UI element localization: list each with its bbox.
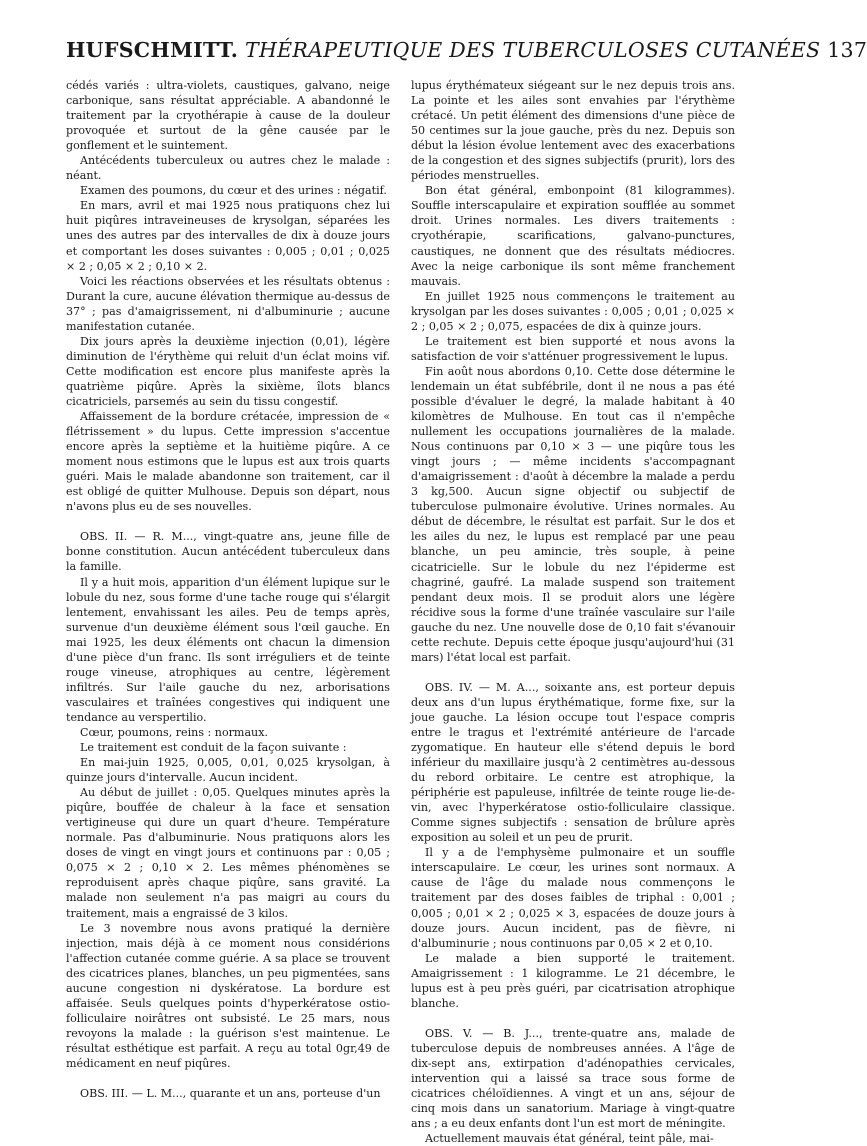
paragraph: OBS. III. — L. M..., quarante et un ans, porteuse d'un <box>80 1087 381 1101</box>
paragraph: En juillet 1925 nous commençons le traitement au krysolgan par les doses suivantes : 0,005 ; 0,01 ; 0,025 × 2 ; 0,05 × 2 ; 0,075, espacées de dix à quinze jours. <box>411 289 735 333</box>
page-number: 137 <box>827 38 867 62</box>
left-column <box>66 78 390 1101</box>
paragraph: lupus érythémateux siégeant sur le nez depuis trois ans. La pointe et les ailes sont envahies par l'érythème crétacé. Un petit élément des dimensions d'une pièce de 50 centimes sur la joue gauche, près du nez. Depuis son début la lésion évolue lentement avec des exacerbations de la congestion et des signes subjectifs (prurit), lors des périodes menstruelles. <box>411 79 735 183</box>
paragraph: Le 3 novembre nous avons pratiqué la dernière injection, mais déjà à ce moment nous considérions l'affection cutanée comme guérie. A sa place se trouvent des cicatrices planes, blanches, un peu pigmentées, sans aucune congestion ni dyskératose. La bordure est affaisée. Seuls quelques points d'hyperkératose ostio-folliculaire noirâtres ont subsisté. Le 25 mars, nous revoyons la malade : la guérison s'est maintenue. Le résultat esthétique est parfait. A reçu au total 0gr,49 de médicament en neuf piqûres. <box>66 921 390 1070</box>
header-author: HUFSCHMITT. <box>66 38 239 62</box>
header-title: THÉRAPEUTIQUE DES TUBERCULOSES CUTANÉES <box>244 38 821 62</box>
paragraph: Le traitement est bien supporté et nous avons la satisfaction de voir s'atténuer progressivement le lupus. <box>411 334 735 363</box>
paragraph: En mars, avril et mai 1925 nous pratiquons chez lui huit piqûres intraveineuses de krysolgan, séparées les unes des autres par des intervalles de dix à douze jours et comportant les doses suivantes : 0,005 ; 0,01 ; 0,025 × 2 ; 0,05 × 2 ; 0,10 × 2. <box>66 199 390 273</box>
paragraph: Le traitement est conduit de la façon suivante : <box>80 741 347 755</box>
paragraph: Antécédents tuberculeux ou autres chez le malade : néant. <box>66 154 390 183</box>
paragraph: Affaissement de la bordure crétacée, impression de « flétrissement » du lupus. Cette impression s'accentue encore après la septième et la huitième piqûre. A ce moment nous estimons que le lupus est aux trois quarts guéri. Mais le malade abandonne son traitement, car il est obligé de quitter Mulhouse. Depuis son départ, nous n'avons plus eu de ses nouvelles. <box>66 410 390 514</box>
paragraph: OBS. II. — R. M..., vingt-quatre ans, jeune fille de bonne constitution. Aucun antécédent tuberculeux dans la famille. <box>66 530 390 574</box>
paragraph: Il y a huit mois, apparition d'un élément lupique sur le lobule du nez, sous forme d'une tache rouge qui s'élargit lentement, envahissant les ailes. Peu de temps après, survenue d'un deuxième élément sous l'œil gauche. En mai 1925, les deux éléments ont chacun la dimension d'une pièce d'un franc. Ils sont irréguliers et de teinte rouge vineuse, atrophiques au centre, légèrement infiltrés. Sur l'aile gauche du nez, arborisations vasculaires et traînées congestives qui indiquent une tendance au verspertilio. <box>66 575 390 724</box>
paragraph: Dix jours après la deuxième injection (0,01), légère diminution de l'érythème qui reluit d'un éclat moins vif. Cette modification est encore plus manifeste après la quatrième piqûre. Après la sixième, îlots blancs cicatriciels, parsemés au sein du tissu congestif. <box>66 334 390 408</box>
paragraph: Fin août nous abordons 0,10. Cette dose détermine le lendemain un état subfébrile, dont il ne nous a pas été possible d'évaluer le degré, la malade habitant à 40 kilomètres de Mulhouse. En tout cas il n'empêche nullement les occupations journalières de la malade. Nous continuons par 0,10 × 3 — une piqûre tous les vingt jours ; — même incidents s'accompagnant d'amaigrissement : d'août à décembre la malade a perdu 3 kg,500. Aucun signe objectif ou subjectif de tuberculose pulmonaire évolutive. Urines normales. Au début de décembre, le résultat est parfait. Sur le dos et les ailes du nez, le lupus est remplacé par une peau blanche, un peu amincie, très souple, à peine cicatricielle. Sur le lobule du nez l'épiderme est chagriné, gaufré. La malade suspend son traitement pendant deux mois. Il se produit alors une légère récidive sous la forme d'une traînée vasculaire sur l'aile gauche du nez. Une nouvelle dose de 0,10 fait s'évanouir cette rechute. Depuis cette époque jusqu'aujourd'hui (31 mars) l'état local est parfait. <box>411 364 735 664</box>
running-header <box>66 38 867 70</box>
paragraph: Cœur, poumons, reins : normaux. <box>80 725 268 739</box>
paragraph: Voici les réactions observées et les résultats obtenus : Durant la cure, aucune élévation thermique au-dessus de 37° ; pas d'amaigrissement, ni d'albuminurie ; aucune manifestation cutanée. <box>66 274 390 333</box>
right-column <box>411 78 735 1146</box>
paragraph: Au début de juillet : 0,05. Quelques minutes après la piqûre, bouffée de chaleur à la face et sensation vertigineuse qui dure un quart d'heure. Température normale. Pas d'albuminurie. Nous pratiquons alors les doses de vingt en vingt jours et continuons par : 0,05 ; 0,075 × 2 ; 0,10 × 2. Les mêmes phénomènes se reproduisent après chaque piqûre, sans gravité. La malade non seulement n'a pas maigri au cours du traitement, mais a engraissé de 3 kilos. <box>66 786 390 920</box>
paragraph: Le malade a bien supporté le traitement. Amaigrissement : 1 kilogramme. Le 21 décembre, le lupus est à peu près guéri, par cicatrisation atrophique blanche. <box>411 951 735 1010</box>
paragraph: Examen des poumons, du cœur et des urines : négatif. <box>80 184 387 198</box>
paragraph: En mai-juin 1925, 0,005, 0,01, 0,025 krysolgan, à quinze jours d'intervalle. Aucun incident. <box>66 756 390 785</box>
paragraph: OBS. IV. — M. A..., soixante ans, est porteur depuis deux ans d'un lupus érythématique, forme fixe, sur la joue gauche. La lésion occupe tout l'espace compris entre le tragus et l'extrémité antérieure de l'arcade zygomatique. En hauteur elle s'étend depuis le bord inférieur du maxillaire jusqu'à 2 centimètres au-dessous du rebord orbitaire. Le centre est atrophique, la périphérie est papuleuse, infiltrée de teinte rouge lie-de-vin, avec l'hyperkératose ostio-folliculaire classique. Comme signes subjectifs : sensation de brûlure après exposition au soleil et un peu de prurit. <box>411 680 735 845</box>
paragraph: Il y a de l'emphysème pulmonaire et un souffle interscapulaire. Le cœur, les urines sont normaux. A cause de l'âge du malade nous commençons le traitement par des doses faibles de triphal : 0,001 ; 0,005 ; 0,01 × 2 ; 0,025 × 3, espacées de douze jours à douze jours. Aucun incident, pas de fièvre, ni d'albuminurie ; nous continuons par 0,05 × 2 et 0,10. <box>411 846 735 950</box>
paragraph: cédés variés : ultra-violets, caustiques, galvano, neige carbonique, sans résultat appréciable. A abandonné le traitement par la cryothérapie à cause de la douleur provoquée et surtout de la gêne causée par le gonflement et le suintement. <box>66 79 390 153</box>
paragraph: Actuellement mauvais état général, teint pâle, mai- <box>425 1132 714 1146</box>
paragraph: OBS. V. — B. J..., trente-quatre ans, malade de tuberculose depuis de nombreuses années. A l'âge de dix-sept ans, extirpation d'adénopathies cervicales, intervention qui a laissé sa trace sous forme de cicatrices chéloïdiennes. A vingt et un ans, séjour de cinq mois dans un sanatorium. Mariage à vingt-quatre ans ; a eu deux enfants dont l'un est mort de méningite. <box>411 1026 735 1131</box>
paragraph: Bon état général, embonpoint (81 kilogrammes). Souffle interscapulaire et expiration soufflée au sommet droit. Urines normales. Les divers traitements : cryothérapie, scarifications, galvano-punctures, caustiques, ne donnent que des résultats médiocres. Avec la neige carbonique ils sont même franchement mauvais. <box>411 184 735 288</box>
